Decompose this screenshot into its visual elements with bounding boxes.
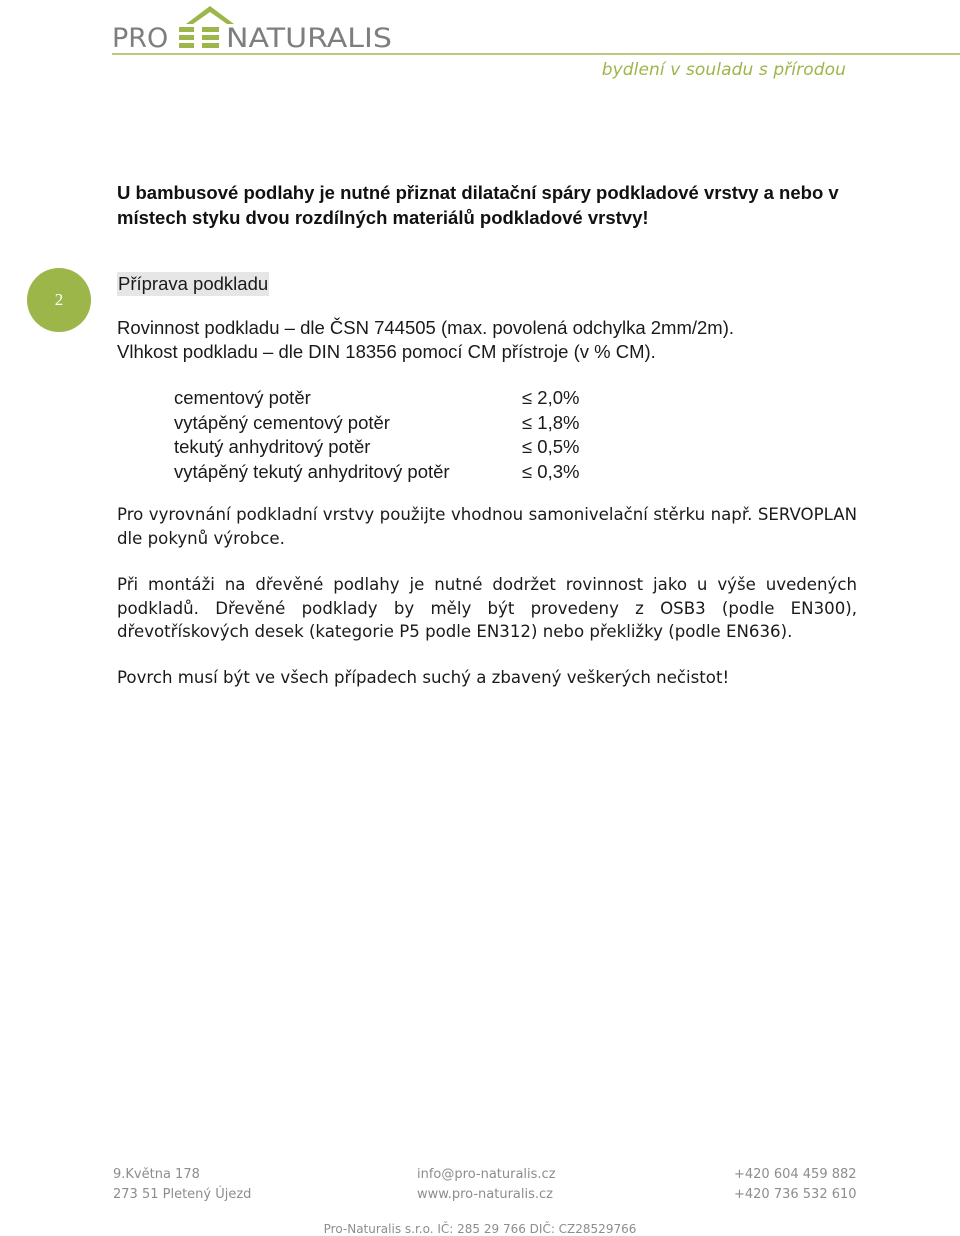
logo-roof-icon <box>186 6 234 24</box>
moisture-limit: ≤ 0,3% <box>522 460 580 482</box>
footer-contact <box>417 1165 556 1205</box>
tagline: bydlení v souladu s přírodou <box>601 60 846 80</box>
header-divider <box>112 53 960 55</box>
logo-bar <box>179 35 194 40</box>
logo-graphic <box>112 4 394 52</box>
footer-web-link[interactable]: www.pro-naturalis.cz <box>417 1187 553 1202</box>
moisture-table <box>174 386 579 484</box>
page-footer <box>0 1160 960 1236</box>
phone-number: +420 736 532 610 <box>734 1187 857 1202</box>
screed-type: cementový potěr <box>174 387 311 408</box>
logo-text-naturalis: NATURALIS <box>226 23 392 52</box>
screed-type: vytápěný tekutý anhydritový potěr <box>174 460 450 482</box>
logo-bar <box>179 27 194 32</box>
screed-type: vytápěný cementový potěr <box>174 411 390 433</box>
step-number-badge: 2 <box>27 268 91 332</box>
address-street: 9.Května 178 <box>113 1167 200 1182</box>
section-title: Příprava podkladu <box>118 273 269 294</box>
footer-phones <box>734 1165 857 1205</box>
leveling-paragraph: Pro vyrovnání podkladní vrstvy použijte vhodnou samonivelační stěrku např. SERVOPLAN dle pokynů výrobce. <box>117 505 857 548</box>
footer-address <box>113 1165 251 1205</box>
moisture-row <box>174 386 579 411</box>
wood-substrate-paragraph: Při montáži na dřevěné podlahy je nutné dodržet rovinnost jako u výše uvedených podkladů. Dřevěné podklady by měly být provedeny z OSB3 (podle EN300), dřevotřískových desek (kategorie P5 podle EN312) nebo překližky (podle EN636). <box>117 575 857 641</box>
footer-email-link[interactable]: info@pro-naturalis.cz <box>417 1167 556 1182</box>
logo-bar <box>202 43 219 48</box>
surface-paragraph: Povrch musí být ve všech případech suchý a zbavený veškerých nečistot! <box>117 668 730 687</box>
logo-bar <box>202 35 219 40</box>
moisture-row <box>174 411 579 436</box>
logo-bar <box>202 27 219 32</box>
moisture-limit: ≤ 2,0% <box>522 387 580 408</box>
pro-naturalis-logo <box>112 4 394 52</box>
logo-bar <box>179 43 194 48</box>
moisture-limit: ≤ 0,5% <box>522 436 580 457</box>
logo-text-pro: PRO <box>112 23 169 52</box>
phone-number: +420 604 459 882 <box>734 1167 857 1182</box>
company-info: Pro-Naturalis s.r.o. IČ: 285 29 766 DIČ: CZ28529766 <box>323 1222 637 1236</box>
moisture-row <box>174 435 579 460</box>
page-header <box>0 0 960 90</box>
bamboo-warning: U bambusové podlahy je nutné přiznat dilatační spáry podkladové vrstvy a nebo v místech styku dvou rozdílných materiálů podkladové vrstvy! <box>117 182 839 228</box>
moisture-limit: ≤ 1,8% <box>522 411 580 433</box>
screed-type: tekutý anhydritový potěr <box>174 436 371 457</box>
address-city: 273 51 Pletený Újezd <box>113 1187 252 1202</box>
moisture-row <box>174 460 579 485</box>
moisture-requirement: Vlhkost podkladu – dle DIN 18356 pomocí CM přístroje (v % CM). <box>117 341 656 362</box>
flatness-requirement: Rovinnost podkladu – dle ČSN 744505 (max. povolená odchylka 2mm/2m). <box>117 317 734 338</box>
